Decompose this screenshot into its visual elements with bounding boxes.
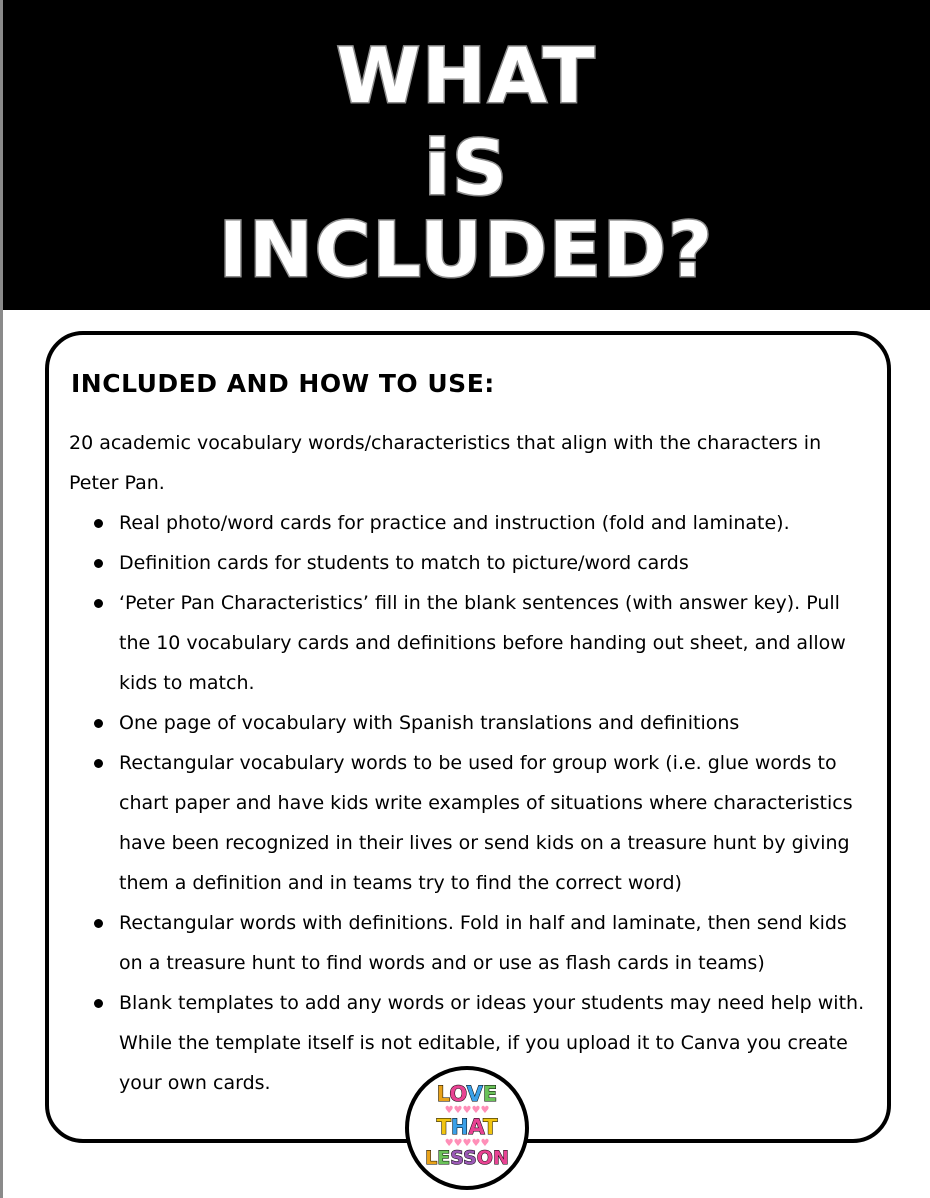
list-item-text: ‘Peter Pan Characteristics’ fill in the blank sentences (with answer key). Pull the 10 vocabulary cards and definitions before handing out sheet, and allow kids to match. — [119, 592, 846, 694]
bullet-list — [69, 503, 869, 1103]
heart-icon: ♥♥♥♥♥ — [444, 1105, 490, 1116]
logo-letter: H — [450, 1115, 469, 1139]
list-item-text: Real photo/word cards for practice and instruction (fold and laminate). — [119, 512, 790, 534]
list-item — [69, 583, 869, 703]
logo-word-1 — [409, 1084, 525, 1105]
logo-letter: T — [436, 1115, 451, 1139]
bullet-icon — [94, 519, 103, 528]
header-banner — [3, 0, 930, 310]
logo-word-3 — [409, 1149, 525, 1168]
intro-paragraph: 20 academic vocabulary words/characteristics that align with the characters in Peter Pan. — [69, 432, 822, 494]
list-item — [69, 703, 869, 743]
bullet-icon — [94, 719, 103, 728]
card-heading: INCLUDED AND HOW TO USE: — [71, 369, 495, 398]
title-line-1: WHAT — [336, 31, 597, 120]
list-item — [69, 543, 869, 583]
list-item — [69, 503, 869, 543]
list-item-text: Definition cards for students to match to picture/word cards — [119, 552, 689, 574]
logo-letter: E — [482, 1082, 498, 1106]
logo-letter: E — [437, 1147, 451, 1169]
bullet-icon — [94, 999, 103, 1008]
list-item-text: Rectangular vocabulary words to be used for group work (i.e. glue words to chart paper and have kids write examples of situations where characteristics have been recognized in their lives or send kids on a treasure hunt by giving them a definition and in teams try to find the correct word) — [119, 752, 853, 894]
title-line-3: INCLUDED? — [218, 205, 715, 294]
bullet-icon — [94, 919, 103, 928]
list-item — [69, 903, 869, 983]
logo-letter: S — [450, 1147, 464, 1169]
list-item — [69, 743, 869, 903]
logo-letter: O — [476, 1147, 493, 1169]
title-line-2: iS — [424, 123, 509, 212]
logo-letter: N — [492, 1147, 509, 1169]
logo-letter: L — [436, 1082, 450, 1106]
bullet-icon — [94, 559, 103, 568]
logo-letter: O — [449, 1082, 467, 1106]
list-item-text: Blank templates to add any words or ideas your students may need help with. While the template itself is not editable, if you upload it to Canva you create your own cards. — [119, 992, 865, 1094]
love-that-lesson-logo — [405, 1066, 529, 1190]
content-card — [45, 331, 891, 1143]
bullet-icon — [94, 759, 103, 768]
logo-letter: L — [425, 1147, 438, 1169]
logo-word-2 — [409, 1117, 525, 1138]
bullet-icon — [94, 599, 103, 608]
list-item-text: One page of vocabulary with Spanish translations and definitions — [119, 712, 740, 734]
logo-letter: T — [483, 1115, 498, 1139]
logo-letter: V — [466, 1082, 483, 1106]
list-item-text: Rectangular words with definitions. Fold in half and laminate, then send kids on a treasure hunt to find words and or use as flash cards in teams) — [119, 912, 847, 974]
logo-letter: S — [463, 1147, 477, 1169]
heart-icon: ♥♥♥♥♥ — [444, 1138, 490, 1149]
logo-letter: A — [468, 1115, 484, 1139]
